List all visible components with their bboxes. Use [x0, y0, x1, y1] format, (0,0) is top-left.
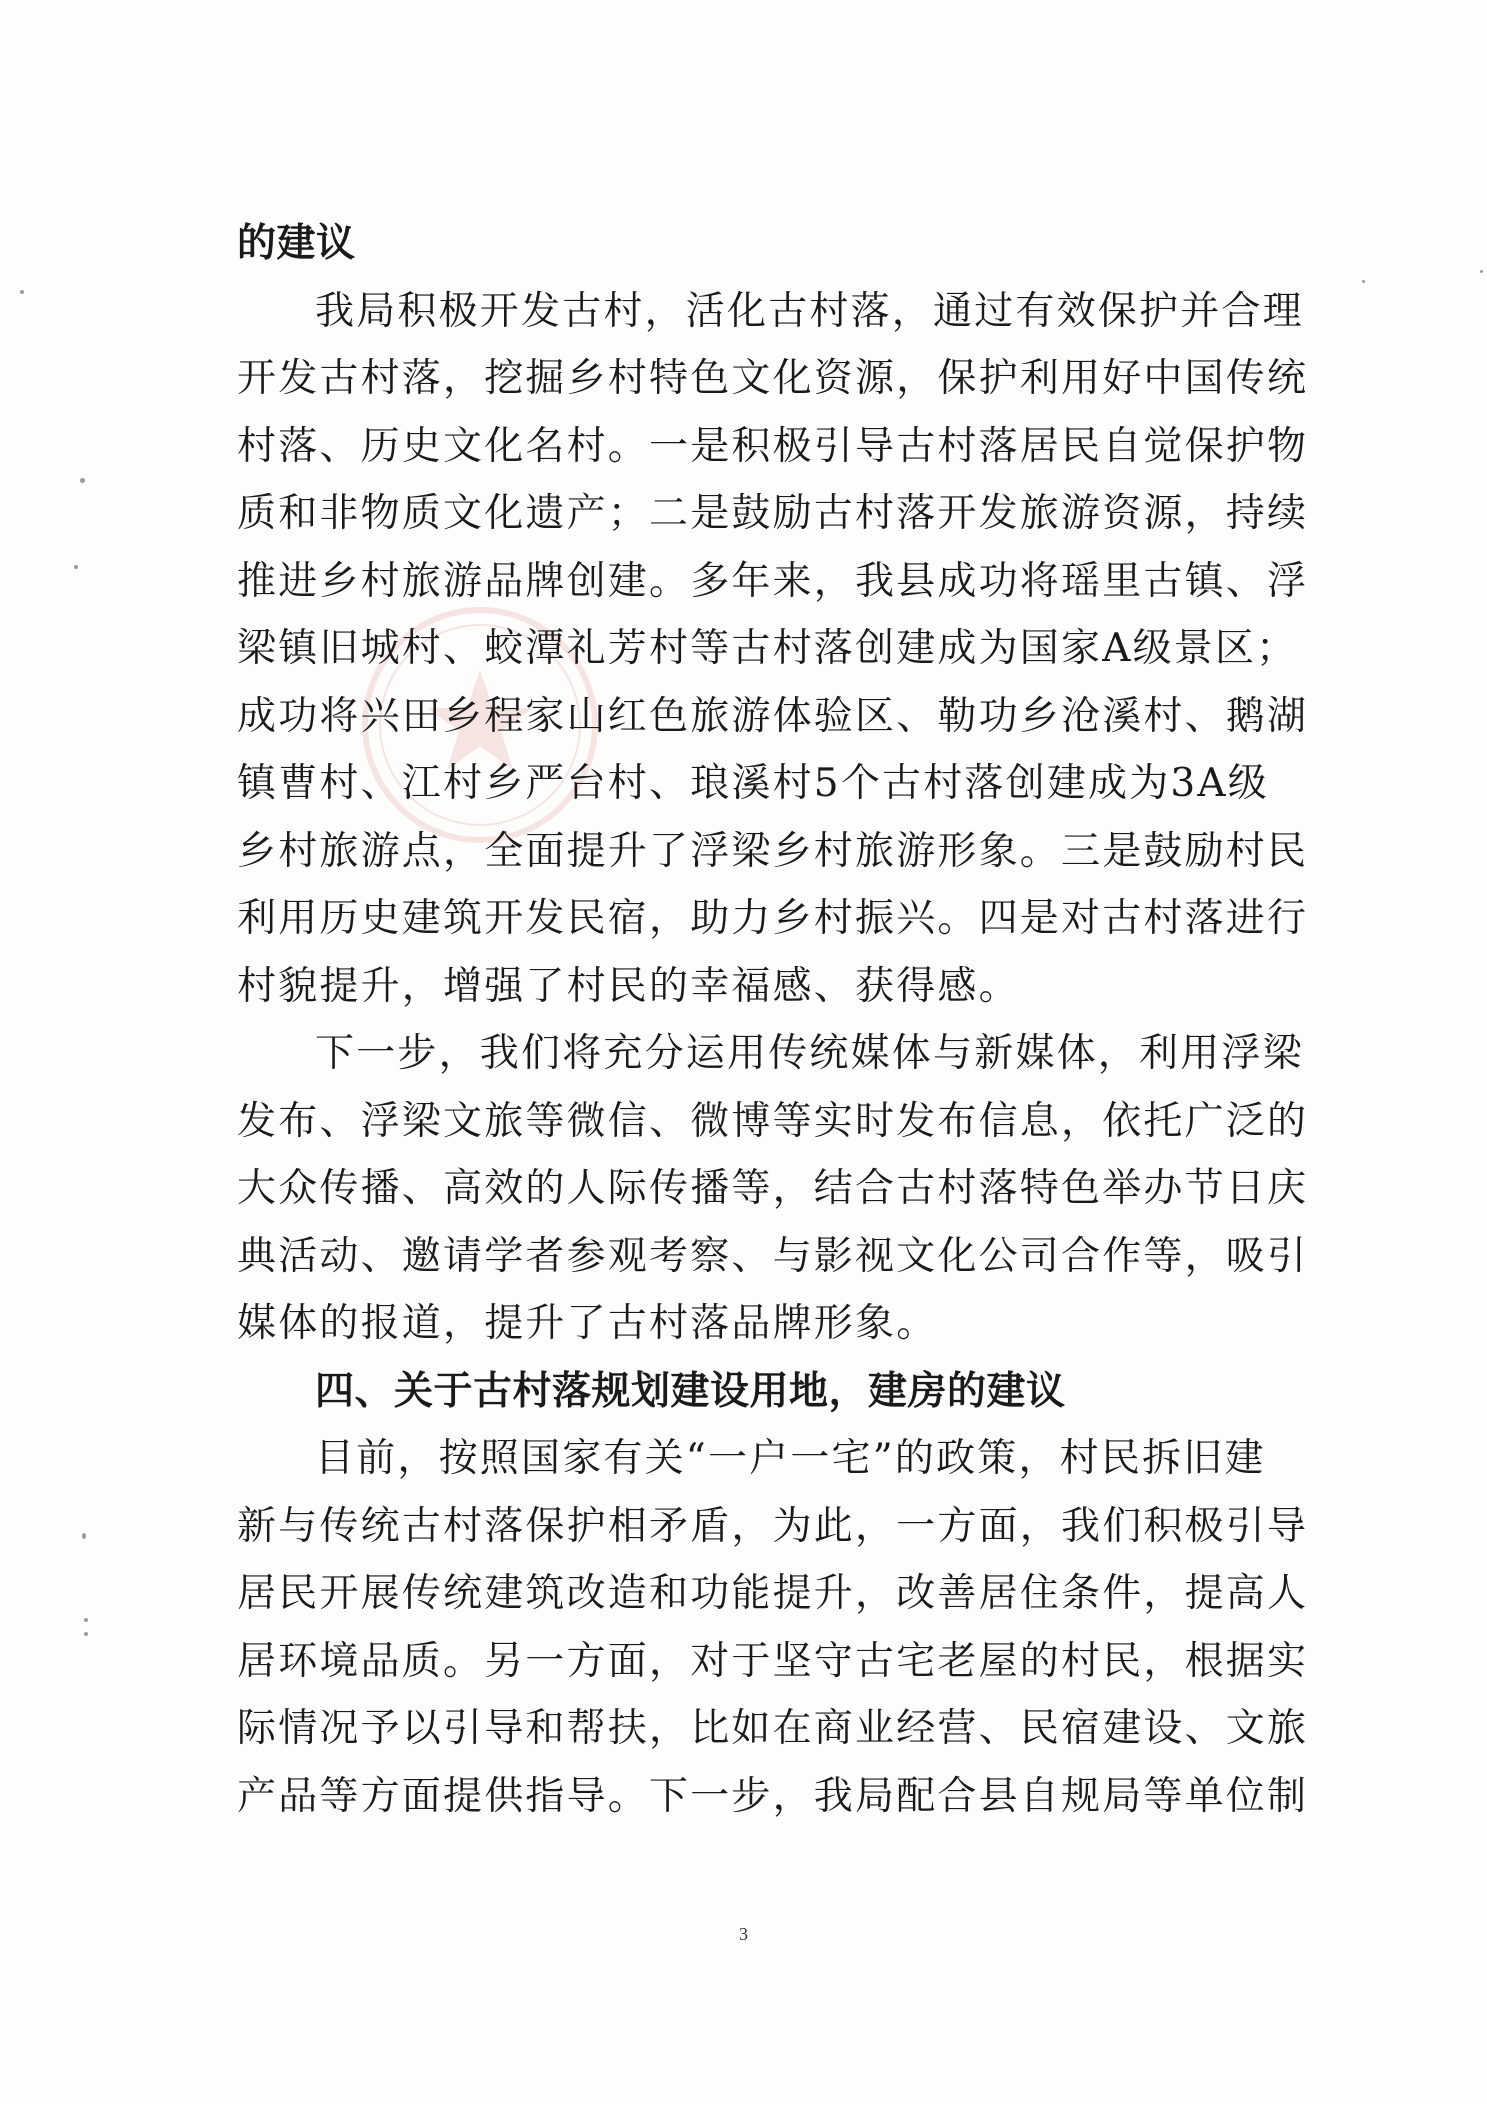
document-body — [237, 210, 1309, 1830]
body-line: 质和非物质文化遗产；二是鼓励古村落开发旅游资源，持续 — [237, 491, 1309, 536]
scan-speck — [20, 290, 24, 294]
body-line: 媒体的报道，提升了古村落品牌形象。 — [237, 1301, 938, 1346]
body-line: 镇曹村、江村乡严台村、琅溪村5个古村落创建成为3A级 — [237, 761, 1269, 806]
scan-speck — [1480, 270, 1483, 273]
body-line: 梁镇旧城村、蛟潭礼芳村等古村落创建成为国家A级景区； — [237, 626, 1298, 671]
body-line: 我局积极开发古村，活化古村落，通过有效保护并合理 — [315, 288, 1304, 334]
scan-speck — [84, 1618, 88, 1622]
body-line: 产品等方面提供指导。下一步，我局配合县自规局等单位制 — [237, 1773, 1309, 1819]
body-line: 居环境品质。另一方面，对于坚守古宅老屋的村民，根据实 — [237, 1638, 1309, 1684]
body-line: 推进乡村旅游品牌创建。多年来，我县成功将瑶里古镇、浮 — [237, 558, 1309, 604]
body-line: 的建议 — [237, 221, 356, 266]
body-line: 利用历史建筑开发民宿，助力乡村振兴。四是对古村落进行 — [237, 896, 1309, 941]
scan-speck — [82, 1533, 86, 1539]
body-line: 村貌提升，增强了村民的幸福感、获得感。 — [237, 963, 1020, 1009]
body-line: 居民开展传统建筑改造和功能提升，改善居住条件，提高人 — [237, 1571, 1309, 1616]
scan-speck — [84, 1632, 88, 1636]
body-line: 际情况予以引导和帮扶，比如在商业经营、民宿建设、文旅 — [237, 1706, 1309, 1751]
body-line: 下一步，我们将充分运用传统媒体与新媒体，利用浮梁 — [315, 1031, 1304, 1076]
page-number: 3 — [739, 1924, 748, 1944]
body-line: 新与传统古村落保护相矛盾，为此，一方面，我们积极引导 — [237, 1503, 1309, 1549]
body-line: 村落、历史文化名村。一是积极引导古村落居民自觉保护物 — [237, 423, 1309, 469]
body-line: 乡村旅游点，全面提升了浮梁乡村旅游形象。三是鼓励村民 — [237, 828, 1309, 874]
body-line: 典活动、邀请学者参观考察、与影视文化公司合作等，吸引 — [237, 1233, 1309, 1279]
scan-speck — [1362, 280, 1365, 283]
section-heading: 四、关于古村落规划建设用地，建房的建议 — [315, 1368, 1066, 1414]
body-line: 成功将兴田乡程家山红色旅游体验区、勒功乡沧溪村、鹅湖 — [237, 693, 1309, 739]
body-line: 开发古村落，挖掘乡村特色文化资源，保护利用好中国传统 — [237, 356, 1309, 401]
scan-speck — [80, 478, 85, 483]
body-line: 目前，按照国家有关“一户一宅”的政策，村民拆旧建 — [315, 1436, 1266, 1481]
body-line: 大众传播、高效的人际传播等，结合古村落特色举办节日庆 — [237, 1166, 1309, 1211]
body-line: 发布、浮梁文旅等微信、微博等实时发布信息，依托广泛的 — [237, 1098, 1309, 1144]
scan-speck — [74, 565, 78, 569]
